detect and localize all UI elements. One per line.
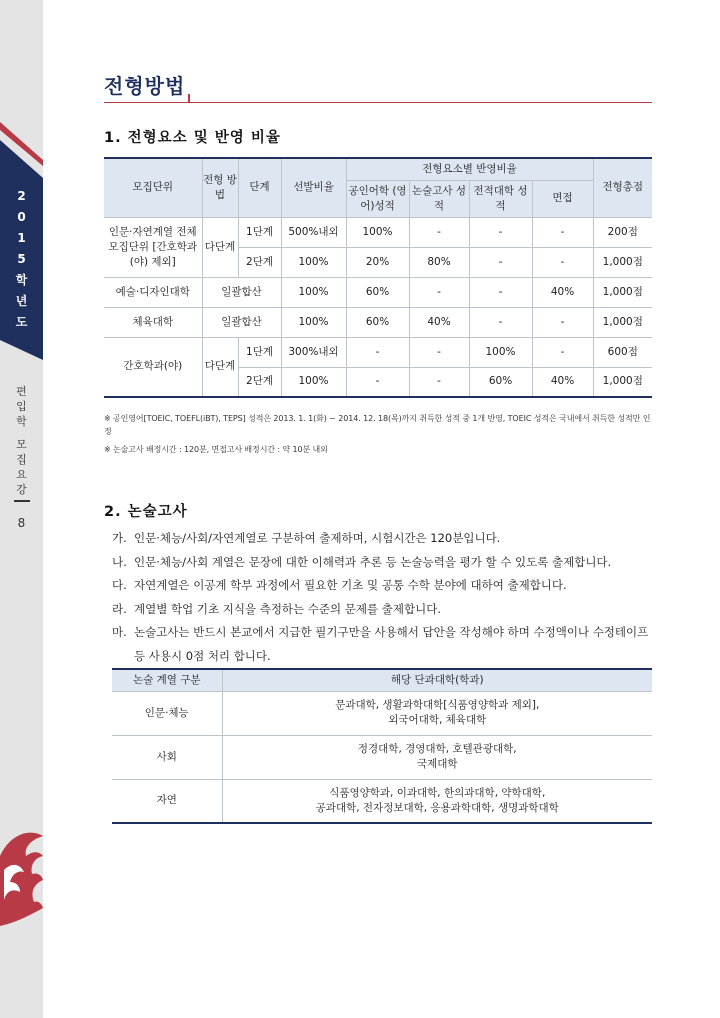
cell-unit: 체육대학 [104,307,202,337]
header-lang: 공인어학 (영어)성적 [346,180,409,217]
list-marker: 가. [112,531,127,545]
side-year-char: 0 [17,210,26,224]
header-ratio: 선발비율 [281,158,346,217]
cell-method: 다단계 [202,337,238,397]
cell: - [409,217,469,247]
table-row [104,337,652,367]
cell-unit: 인문·자연계열 전체 모집단위 [간호학과(야) 제외] [104,217,202,277]
essay-group-table [112,668,652,824]
cell-colleges [222,691,652,735]
side-divider [14,500,30,502]
cell: - [409,367,469,397]
side-label-char: 편 [16,385,27,398]
side-year-char: 도 [15,315,28,329]
cell: 200점 [593,217,652,247]
cell: 2단계 [238,367,281,397]
note-exam-time: ※ 논술고사 배정시간 : 120분, 면접고사 배정시간 : 약 10분 내외 [104,445,328,454]
cell: 1,000점 [593,247,652,277]
cell-group: 자연 [112,779,222,823]
cell-line: 국제대학 [416,758,458,770]
table-row [112,735,652,779]
cell: 500%내외 [281,217,346,247]
side-label-char: 학 [16,415,27,428]
table-row [104,277,652,307]
list-marker: 마. [112,625,127,640]
side-year-char: 학 [15,273,28,287]
section1-title: 1. 전형요소 및 반영 비율 [104,130,281,146]
cell: 100% [281,367,346,397]
cell: 80% [409,247,469,277]
cell: - [409,337,469,367]
cell: - [346,337,409,367]
cell: - [469,247,532,277]
cell: 40% [532,277,593,307]
list-text: 인문·체능/사회 계열은 문장에 대한 이해력과 추론 등 논술능력을 평가 할 수 있도록 출제합니다. [134,554,612,569]
cell: - [532,307,593,337]
side-year-char: 5 [17,252,26,266]
cell-line: 정경대학, 경영대학, 호텔관광대학, [357,743,517,755]
list-marker: 나. [112,554,127,569]
cell-line: 문과대학, 생활과학대학[식품영양학과 제외], [335,699,540,711]
cell-method: 다단계 [202,217,238,277]
list-item [112,621,652,668]
header-stage: 단계 [238,158,281,217]
cell-line: 외국어대학, 체육대학 [388,714,487,726]
list-item [112,551,652,575]
table-row [112,691,652,735]
cell-method: 일괄합산 [202,277,281,307]
table-row [104,217,652,247]
cell: - [469,307,532,337]
header-colleges: 해당 단과대학(학과) [222,669,652,691]
header-prev: 전적대학 성적 [469,180,532,217]
header-essay-group: 논술 계열 구분 [112,669,222,691]
header-total: 전형총점 [593,158,652,217]
cell: 600점 [593,337,652,367]
cell: 60% [346,277,409,307]
title-accent-mark [188,94,190,102]
cell: 1단계 [238,217,281,247]
list-text: 논술고사는 반드시 본교에서 지급한 필기구만을 사용해서 답안을 작성해야 하며 수정액이나 수정테이프 등 사용시 0점 처리 합니다. [134,625,649,663]
list-marker: 다. [112,578,127,593]
cell: 60% [469,367,532,397]
title-underline [104,102,652,103]
side-year-char: 2 [17,189,26,203]
section2-title: 2. 논술고사 [104,504,188,520]
header-essay: 논술고사 성적 [409,180,469,217]
cell: - [532,217,593,247]
cell: 100% [281,307,346,337]
side-label-char: 집 [16,453,27,466]
list-item [112,598,652,622]
cell-line: 식품영양학과, 이과대학, 한의과대학, 약학대학, [329,786,546,799]
side-label-char: 강 [16,483,27,496]
header-method: 전형 방법 [202,158,238,217]
cell: 1단계 [238,337,281,367]
cell: 40% [532,367,593,397]
cell: 1,000점 [593,277,652,307]
note-language-score: ※ 공인영어[TOEIC, TOEFL(iBT), TEPS] 성적은 2013. 1. 1(화) ~ 2014. 12. 18(목)까지 취득한 성적 중 1개 반영, TOEIC 성적은 국내에서 취득한 성적만 인정 [104,414,651,436]
cell: 100% [281,277,346,307]
cell: 20% [346,247,409,277]
list-text: 계열별 학업 기초 지식을 측정하는 수준의 문제를 출제합니다. [134,601,441,616]
cell: 100% [281,247,346,277]
cell-colleges [222,735,652,779]
cell-unit: 예술·디자인대학 [104,277,202,307]
cell: 300%내외 [281,337,346,367]
header-unit: 모집단위 [104,158,202,217]
page-number: 8 [17,516,26,530]
essay-rules-list [112,527,652,669]
side-label-gap [0,429,43,437]
cell: - [469,277,532,307]
cell-line: 공과대학, 전자정보대학, 응용과학대학, 생명과학대학 [315,801,559,814]
cell: 1,000점 [593,367,652,397]
lion-logo-icon [0,826,43,926]
list-item [112,527,652,551]
side-label-char: 입 [16,400,27,413]
page-title: 전형방법 [104,74,186,98]
cell: 1,000점 [593,307,652,337]
cell: - [469,217,532,247]
cell-colleges [222,779,652,823]
side-year-char: 1 [17,231,26,245]
cell: - [409,277,469,307]
cell: 60% [346,307,409,337]
list-text: 자연계열은 이공계 학부 과정에서 필요한 기초 및 공통 수학 분야에 대하여 출제합니다. [134,578,567,593]
cell-group: 사회 [112,735,222,779]
cell: 100% [346,217,409,247]
side-label-char: 요 [16,468,27,481]
cell-method: 일괄합산 [202,307,281,337]
cell: 100% [469,337,532,367]
cell: 40% [409,307,469,337]
list-item [112,574,652,598]
side-label [0,384,43,497]
table-row [104,307,652,337]
header-group: 전형요소별 반영비율 [346,158,593,180]
cell: - [346,367,409,397]
cell: - [532,247,593,277]
cell: - [532,337,593,367]
side-year-char: 년 [15,294,28,308]
list-marker: 라. [112,601,127,616]
cell: 2단계 [238,247,281,277]
cell-group: 인문·체능 [112,691,222,735]
selection-ratio-table [104,157,652,398]
cell-unit: 간호학과(야) [104,337,202,397]
table-row [112,779,652,823]
header-interview: 면접 [532,180,593,217]
side-label-char: 모 [16,438,27,451]
list-text: 인문·체능/사회/자연계열로 구분하여 출제하며, 시험시간은 120분입니다. [134,531,501,545]
side-year [0,186,43,333]
